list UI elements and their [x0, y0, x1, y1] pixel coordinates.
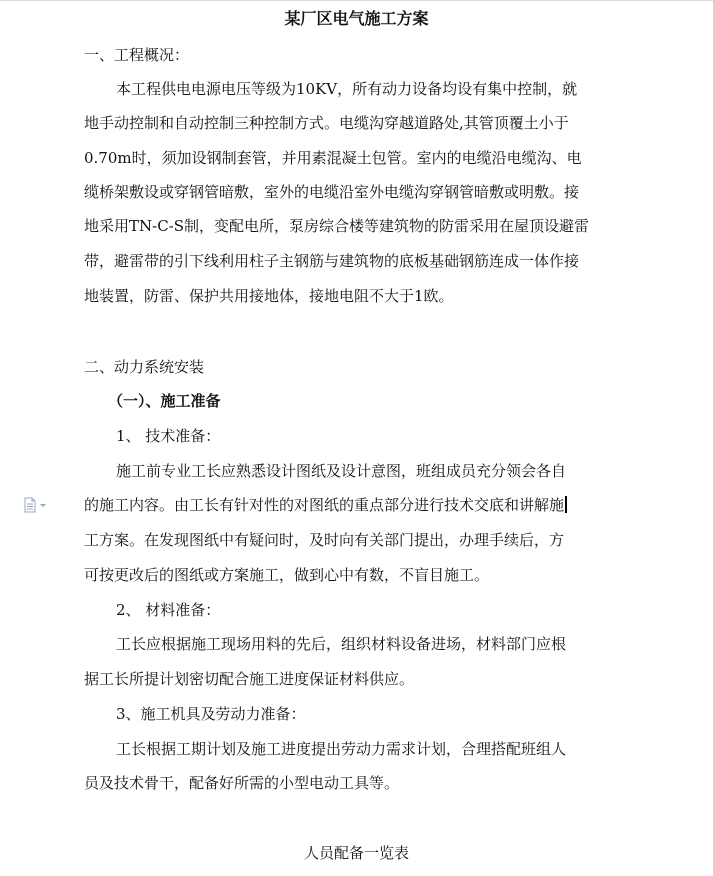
item2-line-2: 据工长所提计划密切配合施工进度保证材料供应。 [84, 670, 415, 688]
item1-title: 1、 技术准备： [116, 427, 221, 445]
item1-line-1: 施工前专业工长应熟悉设计图纸及设计意图，班组成员充分领会各自 [116, 462, 567, 480]
chevron-down-icon [40, 504, 46, 507]
item2-title: 2、 材料准备： [116, 601, 221, 619]
item2-line-1: 工长应根据施工现场用料的先后，组织材料设备进场，材料部门应根 [116, 635, 567, 653]
section1-line-7: 地装置，防雷、保护共用接地体，接地电阻不大于1欧。 [84, 287, 454, 305]
page-top-edge [0, 0, 713, 3]
section1-heading: 一、工程概况： [84, 46, 190, 64]
item1-line-3: 工方案。在发现图纸中有疑问时，及时向有关部门提出，办理手续后，方 [84, 531, 565, 549]
section1-line-2: 地手动控制和自动控制三种控制方式。电缆沟穿越道路处,其管顶覆土小于 [84, 114, 569, 132]
section1-line-5: 地采用TN-C-S制，变配电所，泵房综合楼等建筑物的防雷采用在屋顶设避雷 [84, 217, 590, 235]
item1-line-2-text: 的施工内容。由工长有针对性的对图纸的重点部分进行技术交底和讲解施 [84, 496, 565, 514]
section1-line-1: 本工程供电电源电压等级为10KV，所有动力设备均设有集中控制，就 [116, 80, 578, 98]
section2-subheading: （一）、施工准备 [108, 392, 221, 410]
item3-line-1: 工长根据工期计划及施工进度提出劳动力需求计划，合理搭配班组人 [116, 740, 567, 758]
section1-line-3: 0.70m时，须加设钢制套管，并用素混凝土包管。室内的电缆沿电缆沟、电 [84, 149, 582, 167]
table-caption: 人员配备一览表 [303, 844, 409, 862]
item3-title: 3、施工机具及劳动力准备： [116, 705, 306, 723]
section1-line-4: 缆桥架敷设或穿钢管暗敷，室外的电缆沿室外电缆沟穿钢管暗敷或明敷。接 [84, 183, 580, 201]
section1-line-6: 带，避雷带的引下线利用柱子主钢筋与建筑物的底板基础钢筋连成一体作接 [84, 252, 580, 270]
section2-heading: 二、动力系统安装 [84, 358, 205, 376]
item1-line-2 [84, 495, 567, 515]
item3-line-2: 员及技术骨干，配备好所需的小型电动工具等。 [84, 774, 400, 792]
text-cursor [565, 496, 567, 513]
document-icon[interactable] [22, 497, 48, 513]
document-title: 某厂区电气施工方案 [284, 9, 429, 28]
item1-line-4: 可按更改后的图纸或方案施工，做到心中有数，不盲目施工。 [84, 566, 490, 584]
